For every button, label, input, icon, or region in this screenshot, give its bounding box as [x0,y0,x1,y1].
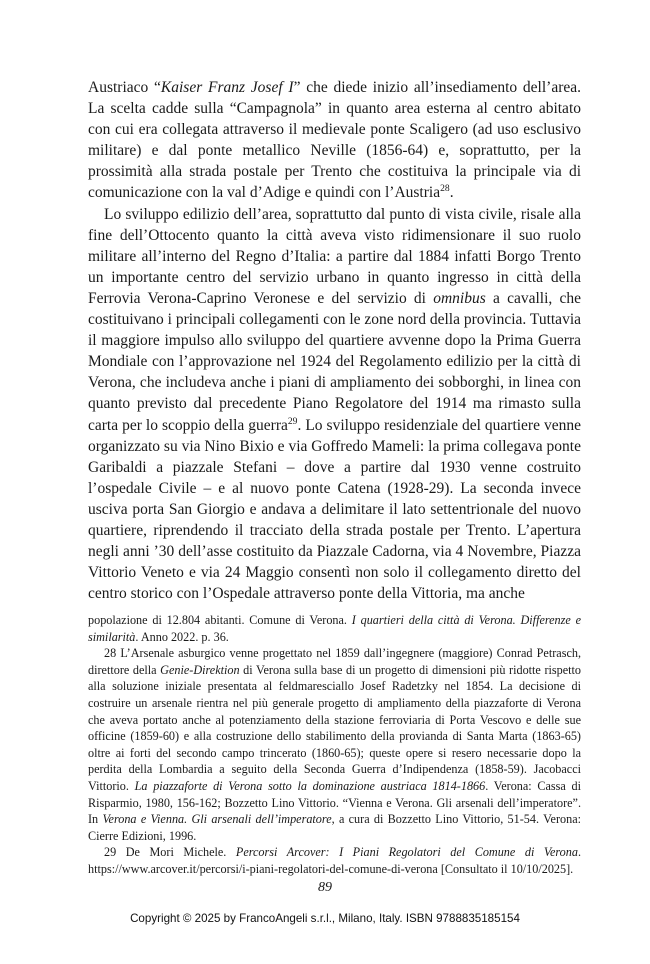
text-run: di Verona sulla base di un progetto di dimensioni più ridotte rispetto alla soluzione iniziale presentata al feldmaresciallo Josef Radetzky nel 1854. La decisione di costruire un arsenale rientra nel più generale progetto di ampliamento della piazzaforte di Verona che aveva portato anche al potenziamento della stazione ferroviaria di Porta Vescovo e delle sue officine (1859-60) e alla costruzione dello stabilimento della provianda di Santa Marta (1863-65) oltre ai forti del secondo campo trincerato (1860-65); queste opere si resero necessarie dopo la perdita della Lombardia a seguito della Seconda Guerra d’Indipendenza (1858-59). Jacobacci Vittorio. [88,662,581,793]
italic-run: omnibus [433,289,486,307]
italic-run: Percorsi Arcover: I Piani Regolatori del Comune di Verona [235,845,578,860]
text-run: , a cura di Bozzetto Lino Vittorio, 51-54. Verona: Cierre Edizioni, 1996. [88,812,582,843]
footnote-continuation [88,612,581,645]
text-run: a cavalli, che costituivano i principali collegamenti con le zone nord della provincia. Tuttavia il maggiore impulso allo sviluppo del quartiere avvenne dopo la Prima Guerra Mondiale con l’approvazione nel 1924 del Regolamento edilizio per la città di Verona, che includeva anche i piani di ampliamento dei sobborghi, in linea con quanto previsto dal precedente Piano Regolatore del 1914 ma rimasto sulla carta per lo scoppio della guerra [88,289,581,434]
italic-run: I quartieri della città di Verona. Differenze e similarità [88,613,581,644]
text-run: . Verona: Cassa di Risparmio, 1980, 156-162; Bozzetto Lino Vittorio. “Vienna e Verona. Gli arsenali dell’imperatore”. In [88,778,582,827]
footnotes [88,612,581,878]
text-run: 29 De Mori Michele. [104,845,236,860]
copyright-notice: Copyright © 2025 by FrancoAngeli s.r.l., Milano, Italy. ISBN 9788835185154 [130,912,520,925]
text-run: . [449,184,454,202]
paragraph-2 [88,204,581,605]
text-run: Lo sviluppo edilizio dell’area, soprattutto dal punto di vista civile, risale alla fine dell’Ottocento quanto la città aveva visto ridimensionare il suo ruolo militare all’interno del Regno d’Italia: a partire dal 1884 infatti Borgo Trento un importante centro del servizio urbano in quanto ingresso in città della Ferrovia Verona-Caprino Veronese e del servizio di [88,205,581,307]
footnote-29 [88,844,581,877]
italic-run: Genie-Direktion [160,662,240,677]
paragraph-1 [88,77,581,204]
main-text [88,77,581,604]
page-number: 89 [318,880,332,895]
italic-run: Verona e Vienna. Gli arsenali dell’imperatore [102,812,332,827]
footnote-ref-28[interactable]: 28 [440,183,450,195]
text-run: . Anno 2022. p. 36. [135,629,229,644]
text-run: Austriaco “ [88,79,161,96]
footnote-ref-29[interactable]: 29 [287,415,298,427]
text-run: . Lo sviluppo residenziale del quartiere venne organizzato su via Nino Bixio e via Goffredo Mameli: la prima collegava ponte Garibaldi a piazzale Stefani – dove a partire dal 1930 venne costruito l’ospedale Civile – e al nuovo ponte Catena (1928-29). La seconda invece usciva porta San Giorgio e andava a delimitare il lato settentrionale del nuovo quartiere, riprendendo il tracciato della strada postale per Trento. L’apertura negli anni ’30 dell’asse costituito da Piazzale Cadorna, via 4 Novembre, Piazza Vittorio Veneto e via 24 Maggio consentì non solo il collegamento diretto del centro storico con l’Ospedale attraverso ponte della Vittoria, ma anche [88,416,581,603]
footnote-url-text[interactable]: . https://www.arcover.it/percorsi/i-piani-regolatori-del-comune-di-verona [Consultato il 10/10/2025]. [88,845,581,876]
text-run: popolazione di 12.804 abitanti. Comune di Verona. [88,613,352,627]
italic-run: La piazzaforte di Verona sotto la dominazione austriaca 1814-1866 [134,778,486,793]
text-run: 28 L’Arsenale asburgico venne progettato nel 1859 dall’ingegnere (maggiore) Conrad Petrasch, direttore della [88,646,581,677]
text-run: ” che diede inizio all’insediamento dell’area. La scelta cadde sulla “Campagnola” in quanto area esterna al centro abitato con cui era collegata attraverso il medievale ponte Scaligero (ad uso esclusivo militare) e dal ponte metallico Neville (1856-64) e, soprattutto, per la prossimità alla strada postale per Trento che costituiva la principale via di comunicazione con la val d’Adige e quindi con l’Austria [88,79,581,202]
footnote-28 [88,645,581,844]
italic-run: Kaiser Franz Josef I [160,79,294,96]
